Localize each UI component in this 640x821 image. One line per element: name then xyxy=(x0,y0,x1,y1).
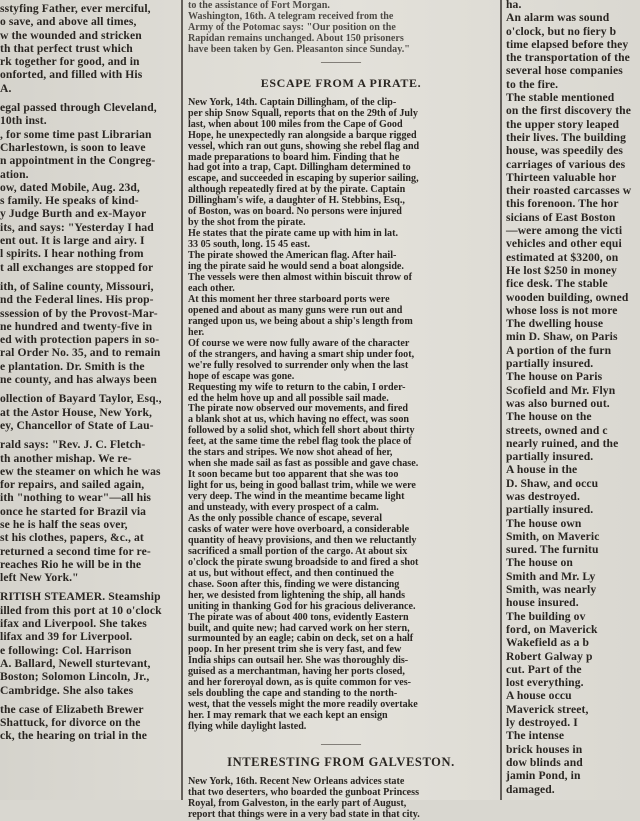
text-line: wooden building, owned xyxy=(506,290,629,304)
text-line: The house own xyxy=(506,516,582,530)
text-line: Hope, he unexpectedly ran alongside a barque rigged xyxy=(188,129,417,141)
text-line: by the shot from the pirate. xyxy=(188,217,306,229)
text-line: 33 05 south, long. 15 45 east. xyxy=(188,239,310,251)
text-line: t all exchanges are stopped for xyxy=(0,260,154,274)
text-line: ranged upon us, we being about a ship's length from xyxy=(188,315,413,327)
text-line: quantity of heavy provisions, and then we reluctantly xyxy=(188,534,417,546)
text-line: of Boston, was on board. No persons were injured xyxy=(188,206,402,218)
text-line: ne hundred and twenty-five in xyxy=(0,319,153,333)
text-line: whose loss is not more xyxy=(506,303,618,317)
text-line: se he is half the seas over, xyxy=(0,517,128,531)
text-line: left New York." xyxy=(0,571,79,585)
separator-dash: ———— xyxy=(321,56,361,68)
text-line: Rapidan remains unchanged. About 150 prisoners xyxy=(188,32,404,44)
text-line: Smith, on Maveric xyxy=(506,529,600,543)
text-line: An alarm was sound xyxy=(506,11,610,25)
text-line: The vessels were then almost within biscuit throw of xyxy=(188,272,412,284)
text-line: several hose companies xyxy=(506,64,623,78)
text-line: RITISH STEAMER. Steamship xyxy=(0,590,161,604)
right-column-text xyxy=(506,0,640,796)
text-line: min D. Shaw, on Paris xyxy=(506,330,618,344)
left-column xyxy=(0,0,176,800)
text-line: New York, 14th. Captain Dillingham, of the clip- xyxy=(188,96,397,108)
text-line: sstyfing Father, ever merciful, xyxy=(0,2,151,15)
text-line: followed by a solid shot, which fell short about thirty xyxy=(188,425,415,437)
text-line: estimated at $3200, on xyxy=(506,250,619,264)
text-line: report that things were in a very bad state in that city. xyxy=(188,808,420,820)
headline-escape-from-pirate: ESCAPE FROM A PIRATE. xyxy=(260,75,422,90)
text-line: The house on the xyxy=(506,410,592,424)
text-line: o'clock, but no fiery b xyxy=(506,24,617,38)
text-line: He states that the pirate came up with him in lat. xyxy=(188,228,398,240)
text-line: vessel, which ran out guns, showing she rebel flag and xyxy=(188,140,420,152)
text-line: when she made sail as fast as possible and gave chase. xyxy=(188,458,419,470)
text-line: built, and quite new; had carved work on her stern, xyxy=(188,622,410,634)
text-line: fice desk. The stable xyxy=(506,277,608,291)
text-line: s family. He speaks of kind- xyxy=(0,194,139,208)
text-line: to the assistance of Fort Morgan. xyxy=(188,0,330,11)
text-line: her. I may remark that we each kept an ensign xyxy=(188,710,388,722)
text-line: The building ov xyxy=(506,609,586,623)
text-line: Smith, was nearly xyxy=(506,583,597,597)
text-line: surmounted by an eagle; cabin on deck, set on a half xyxy=(188,633,414,645)
text-line: we're fully resolved to surrender only when the last xyxy=(188,359,409,371)
center-column xyxy=(188,0,494,820)
text-line: Army of the Potomac says: "Our position on the xyxy=(188,21,396,33)
text-line: The pirate was of about 400 tons, evidently Eastern xyxy=(188,611,409,623)
text-line: Robert Galway p xyxy=(506,649,593,663)
text-line: The house on xyxy=(506,556,573,570)
text-line: this forenoon. The hor xyxy=(506,197,619,211)
text-line: Requesting my wife to return to the cabin, I order- xyxy=(188,381,406,393)
text-line: dow blinds and xyxy=(506,755,583,769)
text-line: o save, and above all times, xyxy=(0,15,137,29)
text-line: n appointment in the Congreg- xyxy=(0,154,156,168)
text-line: at us, but without effect, and then continued the xyxy=(188,567,394,579)
text-line: y Judge Burth and ex-Mayor xyxy=(0,207,147,221)
text-line: rald says: "Rev. J. C. Fletch- xyxy=(0,438,146,452)
article-escape-from-pirate xyxy=(188,98,494,733)
text-line: ral Order No. 35, and to remain xyxy=(0,346,161,360)
text-line: their roasted carcasses w xyxy=(506,184,632,198)
text-line: very deep. The wind in the meantime became light xyxy=(188,491,405,503)
text-line: The dwelling house xyxy=(506,317,604,331)
text-line: last, when about 100 miles from the Cape of Good xyxy=(188,118,403,130)
text-line: on the first discovery the xyxy=(506,104,631,118)
text-line: It soon became but too apparent that she was too xyxy=(188,469,399,481)
text-line: its, and says: "Yesterday I had xyxy=(0,220,154,234)
text-line: chase. Soon after this, finding we were distancing xyxy=(188,578,400,590)
text-line: 10th inst. xyxy=(0,114,47,128)
text-line: A house occu xyxy=(506,689,572,703)
text-line: ford, on Maverick xyxy=(506,622,598,636)
text-line: casks of water were hove overboard, a considerable xyxy=(188,523,410,535)
text-line: ey, Chancellor of State of Lau- xyxy=(0,418,154,432)
text-line: lifax and 39 for Liverpool. xyxy=(0,630,133,644)
text-line: The pirate showed the American flag. After hail- xyxy=(188,250,397,262)
text-line: although repeatedly fired at by the pirate. Captain xyxy=(188,184,406,196)
text-line: A. xyxy=(0,81,12,95)
text-line: egal passed through Cleveland, xyxy=(0,101,157,115)
text-line: ha. xyxy=(506,0,522,11)
text-line: for repairs, and sailed again, xyxy=(0,478,145,492)
text-line: flying while daylight lasted. xyxy=(188,721,307,733)
text-line: ing the pirate said he would send a boat alongside. xyxy=(188,261,404,273)
text-line: lost everything. xyxy=(506,676,584,690)
text-line: ith "nothing to wear"—all his xyxy=(0,491,152,505)
text-line: partially insured. xyxy=(506,503,594,517)
text-line: ed the helm hove up and all possible sail made. xyxy=(188,392,389,404)
text-line: Of course we were now fully aware of the character xyxy=(188,337,410,349)
text-line: Washington, 16th. A telegram received from the xyxy=(188,10,394,22)
text-line: , for some time past Librarian xyxy=(0,127,152,141)
text-line: illed from this port at 10 o'clock xyxy=(0,603,162,617)
text-line: once he started for Brazil via xyxy=(0,504,147,518)
text-line: that two deserters, who boarded the gunboat Princess xyxy=(188,787,420,798)
text-line: Scofield and Mr. Flyn xyxy=(506,383,616,397)
text-line: ifax and Liverpool. She takes xyxy=(0,617,147,631)
text-line: hope of escape was gone. xyxy=(188,370,295,382)
text-line: l spirits. I hear nothing from xyxy=(0,247,144,261)
text-line: e following: Col. Harrison xyxy=(0,643,132,657)
text-line: Charlestown, is soon to leave xyxy=(0,140,146,154)
text-line: jamin Pond, in xyxy=(506,769,581,783)
text-line: —were among the victi xyxy=(506,224,623,238)
text-line: Maverick street, xyxy=(506,702,589,716)
text-line: ck, the hearing on trial in the xyxy=(0,729,148,743)
text-line: west, that the vessels might the more readily overtake xyxy=(188,699,418,711)
text-line: e plantation. Dr. Smith is the xyxy=(0,359,145,373)
text-line: The house on Paris xyxy=(506,370,603,384)
text-line: house insured. xyxy=(506,596,579,610)
text-line: New York, 16th. Recent New Orleans advices state xyxy=(188,776,405,788)
text-line: vehicles and other equi xyxy=(506,237,622,251)
text-line: sacrificed a small portion of the cargo. At about six xyxy=(188,545,408,557)
text-line: Smith and Mr. Ly xyxy=(506,569,596,583)
text-line: rk together for good, and in xyxy=(0,55,140,69)
text-line: guised as a merchantman, having her ports closed, xyxy=(188,666,405,678)
text-line: As the only possible chance of escape, several xyxy=(188,512,383,524)
text-line: th that perfect trust which xyxy=(0,41,133,55)
text-line: the case of Elizabeth Brewer xyxy=(0,702,144,716)
text-line: escape, and succeeded in escaping by superior sailing, xyxy=(188,173,419,185)
text-line: The pirate now observed our movements, and fired xyxy=(188,403,409,415)
text-line: and her foreroyal down, as is quite common for ves- xyxy=(188,677,411,689)
text-line: the upper story leaped xyxy=(506,117,620,131)
text-line: had got into a trap, Capt. Dillingham determined to xyxy=(188,162,411,174)
text-line: nd the Federal lines. His prop- xyxy=(0,293,154,307)
text-line: brick houses in xyxy=(506,742,583,756)
text-line: Royal, from Galveston, in the early part of August, xyxy=(188,797,407,809)
text-line: Wakefield as a b xyxy=(506,636,590,650)
text-line: each other. xyxy=(188,282,235,294)
text-line: At this moment her three starboard ports were xyxy=(188,293,390,305)
text-line: uniting in thanking God for his gracious deliverance. xyxy=(188,600,416,612)
column-rule-left xyxy=(181,0,183,800)
text-line: house, was speedily des xyxy=(506,144,623,158)
text-line: ly destroyed. I xyxy=(506,716,578,730)
text-line: w the wounded and stricken xyxy=(0,28,142,42)
text-line: th another mishap. We re- xyxy=(0,451,132,465)
text-line: partially insured. xyxy=(506,450,594,464)
text-line: feet, at the same time the rebel flag took the place of xyxy=(188,436,412,448)
headline-interesting-from-galveston: INTERESTING FROM GALVESTON. xyxy=(227,755,455,770)
text-line: ent out. It is large and airy. I xyxy=(0,234,145,248)
text-line: streets, owned and c xyxy=(506,423,608,437)
text-line: A house in the xyxy=(506,463,578,477)
right-column xyxy=(506,0,640,800)
text-line: their lives. The building xyxy=(506,130,626,144)
text-line: Cambridge. She also takes xyxy=(0,683,134,697)
text-line: D. Shaw, and occu xyxy=(506,476,599,490)
text-line: opened and about as many guns were run out and xyxy=(188,304,403,316)
article-galveston xyxy=(188,777,494,821)
text-line: was also burned out. xyxy=(506,396,610,410)
text-line: partially insured. xyxy=(506,357,594,371)
text-line: st his clothes, papers, &c., at xyxy=(0,531,144,545)
text-line: returned a second time for re- xyxy=(0,544,151,558)
text-line: carriages of various des xyxy=(506,157,626,171)
text-line: a blank shot at us, which having no effect, was soon xyxy=(188,414,409,426)
text-line: damaged. xyxy=(506,782,555,796)
text-line: o'clock the pirate swung broadside to and fired a shot xyxy=(188,556,419,568)
text-line: poop. In her present trim she is very fast, and few xyxy=(188,644,402,656)
text-line: ew the steamer on which he was xyxy=(0,464,161,478)
text-line: her, we desisted from lightening the ship, all hands xyxy=(188,589,406,601)
text-line: light for us, being in good ballast trim, while we were xyxy=(188,480,416,492)
text-line: sured. The furnitu xyxy=(506,543,599,557)
text-line: ne county, and has always been xyxy=(0,373,157,387)
text-line: per ship Snow Squall, reports that on the 29th of July xyxy=(188,107,418,119)
text-line: her. xyxy=(188,326,205,338)
text-line: of the strangers, and having a smart ship under foot, xyxy=(188,348,415,360)
text-line: ation. xyxy=(0,167,29,181)
text-line: nearly ruined, and the xyxy=(506,436,619,450)
text-line: A portion of the furn xyxy=(506,343,612,357)
text-line: was destroyed. xyxy=(506,489,580,503)
text-line: at the Astor House, New York, xyxy=(0,405,152,419)
left-column-text xyxy=(0,2,176,743)
text-line: made preparations to board him. Finding that he xyxy=(188,151,400,163)
separator-dash-2: ———— xyxy=(321,739,361,751)
text-line: to the fire. xyxy=(506,77,559,91)
text-line: Boston; Solomon Lincoln, Jr., xyxy=(0,670,150,684)
text-line: time elapsed before they xyxy=(506,37,629,51)
text-line: Dillingham's wife, a daughter of H. Stebbins, Esq., xyxy=(188,195,405,207)
text-line: ollection of Bayard Taylor, Esq., xyxy=(0,392,162,406)
text-line: the stars and stripes. We now shot ahead of her, xyxy=(188,447,393,459)
text-line: have been taken by Gen. Pleasanton since Sunday." xyxy=(188,43,410,55)
text-line: He lost $250 in money xyxy=(506,263,617,277)
text-line: A. Ballard, Newell sturtevant, xyxy=(0,656,151,670)
text-line: sels doubling the cape and standing to the north- xyxy=(188,688,398,700)
text-line: ed with protection papers in so- xyxy=(0,333,160,347)
text-line: The intense xyxy=(506,729,565,743)
text-line: the transportation of the xyxy=(506,51,630,65)
text-line: reaches Rio he will be in the xyxy=(0,557,142,571)
text-line: ith, of Saline county, Missouri, xyxy=(0,279,154,293)
text-line: ow, dated Mobile, Aug. 23d, xyxy=(0,180,140,194)
text-line: The stable mentioned xyxy=(506,91,615,105)
text-line: cut. Part of the xyxy=(506,662,582,676)
text-line: and unsteady, with every prospect of a calm. xyxy=(188,502,379,514)
text-line: India ships can outsail her. She was thoroughly dis- xyxy=(188,655,409,667)
text-line: Thirteen valuable hor xyxy=(506,170,617,184)
text-line: sicians of East Boston xyxy=(506,210,616,224)
text-line: Shattuck, for divorce on the xyxy=(0,716,141,730)
center-top-text xyxy=(188,1,494,56)
column-rule-right xyxy=(500,0,502,800)
text-line: ssession of by the Provost-Mar- xyxy=(0,306,158,320)
text-line: onforted, and filled with His xyxy=(0,68,143,82)
